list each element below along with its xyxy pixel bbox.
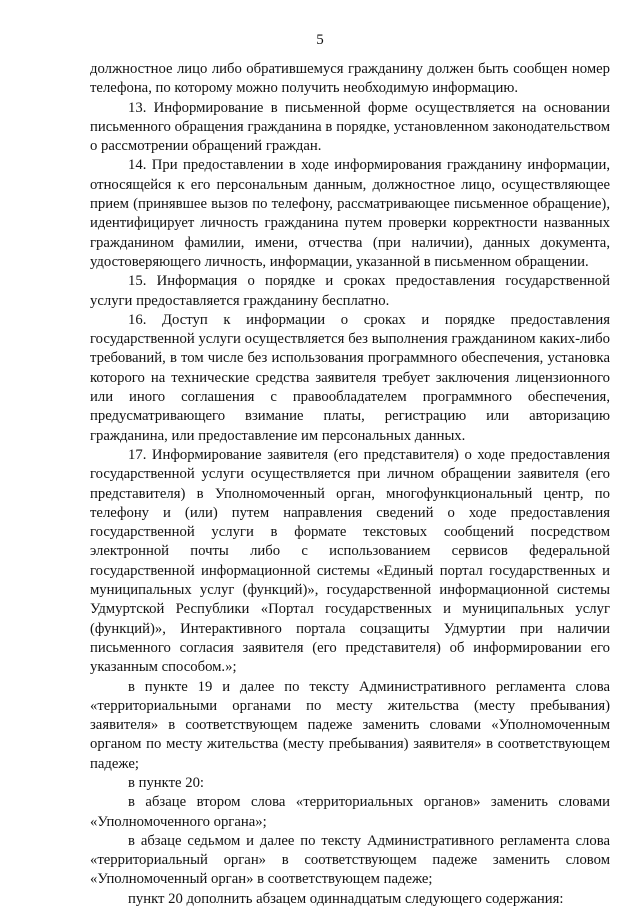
paragraph-16: 16. Доступ к информации о сроках и порядке предоставления государственной услуги осуществляется без выполнения гражданином каких-либо требований, в том числе без использования программного обеспечения, установка которого на технические средства заявителя требует заключения лицензионного или иного соглашения с правообладателем программного обеспечения, предусматривающего взимание платы, регистрацию или авторизацию гражданина, или предоставление им персональных данных. (90, 311, 610, 444)
page-number: 5 (316, 32, 324, 48)
paragraph-13: 13. Информирование в письменной форме осуществляется на основании письменного обращения гражданина в порядке, установленном законодательством о рассмотрении обращений граждан. (90, 99, 610, 155)
paragraph-17: 17. Информирование заявителя (его представителя) о ходе предоставления государственной услуги осуществляется при личном обращении заявителя (его представителя) в Уполномоченный орган, многофункциональный центр, по телефону и (или) путем направления сведений о ходе предоставления государственной услуги в формате текстовых сообщений посредством электронной почты либо с использованием сервисов федеральной государственной информационной системы «Единый портал государственных и муниципальных услуг (функций)», государственной информационной системы Удмуртской Республики «Портал государственных и муниципальных услуг (функций)», Интерактивного портала соцзащиты Удмуртии при наличии письменного согласия заявителя (его представителя) об информировании его указанным способом.»; (90, 446, 610, 676)
paragraph-15: 15. Информация о порядке и сроках предоставления государственной услуги предоставляется гражданину бесплатно. (90, 273, 610, 309)
paragraph-amend-abzac-11: пункт 20 дополнить абзацем одиннадцатым следующего содержания: (128, 890, 564, 907)
paragraph-point-20-heading: в пункте 20: (128, 774, 204, 791)
paragraph-14: 14. При предоставлении в ходе информирования гражданину информации, относящейся к его персональным данным, должностное лицо, осуществляющее прием (принявшее вызов по телефону, рассматривающее письменное обращение), идентифицирует личность гражданина путем проверки корректности названных гражданином фамилии, имени, отчества (при наличии), данных документа, удостоверяющего личность, информации, указанной в письменном обращении. (90, 157, 610, 270)
paragraph-amend-abzac-2: в абзаце втором слова «территориальных органов» заменить словами «Уполномоченного органа»; (90, 794, 610, 830)
paragraph-amend-abzac-7: в абзаце седьмом и далее по тексту Административного регламента слова «территориальный орган» в соответствующем падеже заменить словом «Уполномоченный орган» в соответствующем падеже; (90, 832, 610, 888)
paragraph-amend-point-19: в пункте 19 и далее по тексту Административного регламента слова «территориальными органами по месту жительства (месту пребывания) заявителя» в соответствующем падеже заменить словами «Уполномоченным органом по месту жительства (месту пребывания) заявителя» в соответствующем падеже; (90, 678, 610, 772)
paragraph-continuation: должностное лицо либо обратившемуся гражданину должен быть сообщен номер телефона, по которому можно получить необходимую информацию. (90, 61, 610, 97)
document-body (90, 60, 610, 909)
